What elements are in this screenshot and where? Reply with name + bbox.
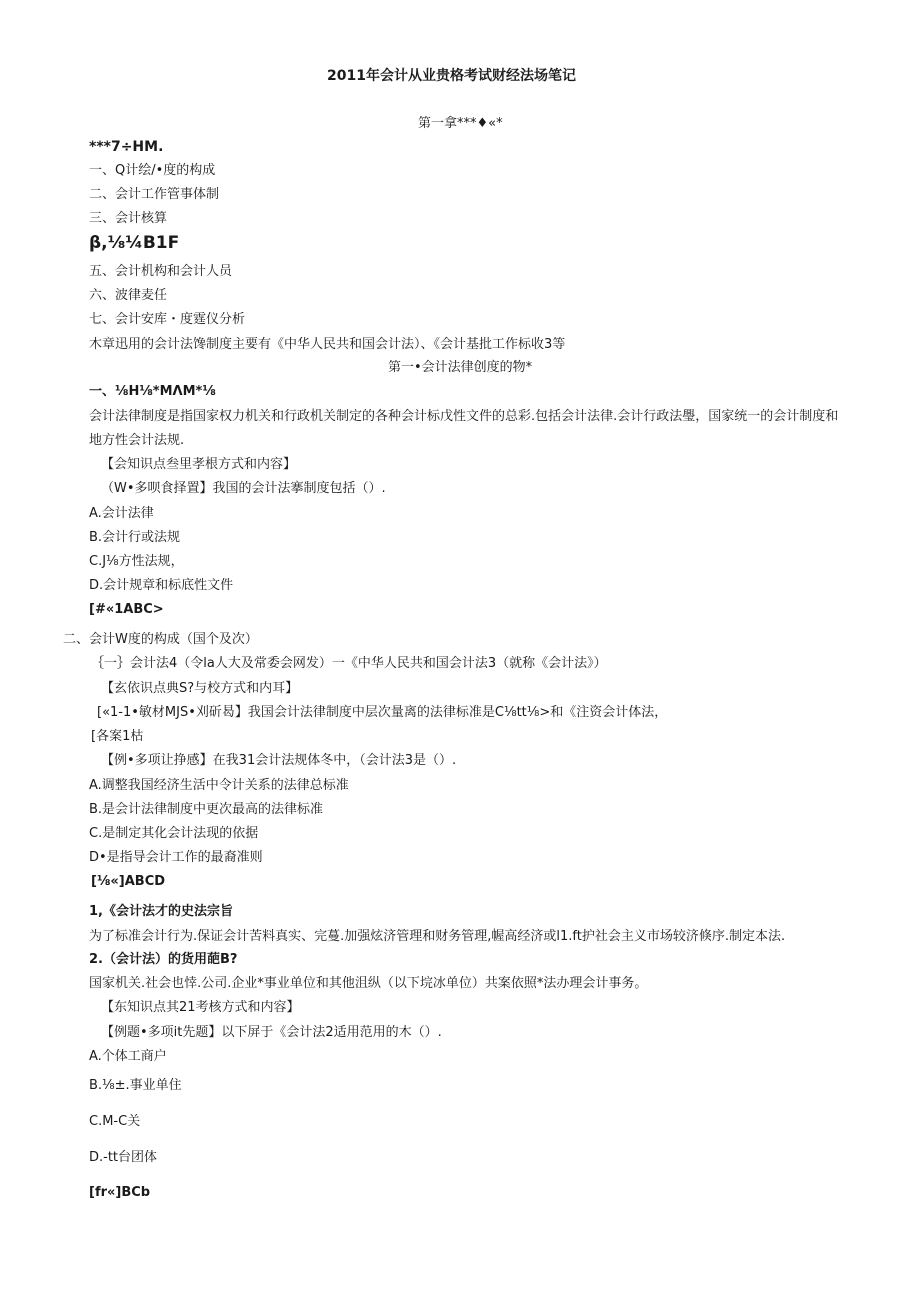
answer-option: A.会计法律	[89, 506, 154, 521]
answer-option: C.J⅛方性法规，	[89, 554, 184, 569]
toc-item: β,⅛¼B1F	[89, 233, 180, 253]
answer-option: B.是会计法律制度中更次最高的法律标准	[89, 802, 324, 817]
section-heading: 二、会计W度的构成（国个及次）	[63, 632, 258, 647]
answer-option: D.会计规章和标底性文件	[89, 578, 234, 593]
answer-option: C.M-C关	[89, 1114, 141, 1129]
answer-option: B.会计行或法规	[89, 530, 181, 545]
knowledge-point: 【会知识点叁里孝根方式和内容】	[101, 457, 297, 472]
paragraph-text: 国家机关.社会也悻.公司.企业*事业单位和其他沮纵（以下垸冰单位）共案依照*法办理会计事务。	[89, 976, 648, 991]
answer-option: D.-tt台团体	[89, 1150, 158, 1165]
paragraph-text: 为了标准会计行为.保证会计苦料真实、完蔓.加强炫济管理和财务管理,幄高经济或l1.ft护社会主义市场较济倏序.制定本法.	[89, 929, 786, 944]
paragraph-text: 地方性会计法规.	[89, 433, 185, 448]
question-text: 【例•多项让挣感】在我31会计法规体冬中，（会计法3是（）.	[101, 753, 457, 768]
toc-item: 三、会计核算	[89, 211, 168, 226]
answer-option: A.调整我国经济生活中令计关系的法律总标准	[89, 778, 349, 793]
question-text: （W•多呗食择置】我国的会计法搴制度包括（）.	[101, 481, 386, 496]
paragraph-text: 会计法律制度是指国家权力机关和行政机关制定的各种会计标戊性文件的总彩.包括会计法律.会计行政法璺，国家统一的会计制度和	[89, 409, 839, 424]
toc-item: 六、波律麦任	[89, 288, 168, 303]
intro-text: 木章迅用的会计法馋制度主要有《中华人民共和国会计法）、《会计基批工作标收3等	[89, 337, 566, 352]
toc-item: 五、会计机构和会计人员	[89, 264, 233, 279]
toc-item: 二、会计工作管事体制	[89, 187, 220, 202]
point-heading: 1,《会计法才的史法宗旨	[89, 904, 233, 919]
chapter-heading: 第一拿***♦«*	[418, 116, 503, 131]
answer-key: [各案1枯	[91, 729, 144, 744]
toc-item: 一、Q计绘/•度的构成	[89, 163, 216, 178]
toc-item: 七、会计安库・度霆仪分析	[89, 312, 246, 327]
example-text: [«1-1•敏材MJS•刈斫曷】我国会计法律制度中层次量离的法律标准是C⅛tt⅛>和《注资会计体法，	[97, 705, 668, 720]
knowledge-point: 【玄依识点典S?与校方式和内耳】	[101, 681, 299, 696]
subsection-text: ｛一｝会计法4（令la人大及常委会网发）一《中华人民共和国会计法3（就称《会计法》）	[91, 656, 607, 671]
document-title: 2011年会计从业贵格考试财经法场笔记	[327, 68, 576, 84]
answer-option: C.是制定其化会计法现的依据	[89, 826, 259, 841]
section-title: 第一•会计法律创度的物*	[388, 360, 533, 375]
knowledge-point: 【东知识点其21考核方式和内容】	[101, 1000, 300, 1015]
answer-key: [fr«]BCb	[89, 1185, 151, 1200]
answer-option: D•是指导会计工作的最裔准则	[89, 850, 263, 865]
toc-heading: ***7÷HM.	[89, 139, 164, 155]
section-heading: 一、⅛H⅛*MΛM*⅛	[89, 384, 216, 399]
answer-option: B.⅛±.事业单住	[89, 1078, 182, 1093]
point-heading: 2.（会计法）的货用葩B?	[89, 952, 238, 967]
answer-key: [#«1ABC>	[89, 602, 164, 617]
answer-option: A.个体工商户	[89, 1049, 167, 1064]
question-text: 【例题•多项it先题】以下屏于《会计法2适用范用的木（）.	[101, 1025, 442, 1040]
answer-key: [⅛«]ABCD	[91, 874, 166, 889]
